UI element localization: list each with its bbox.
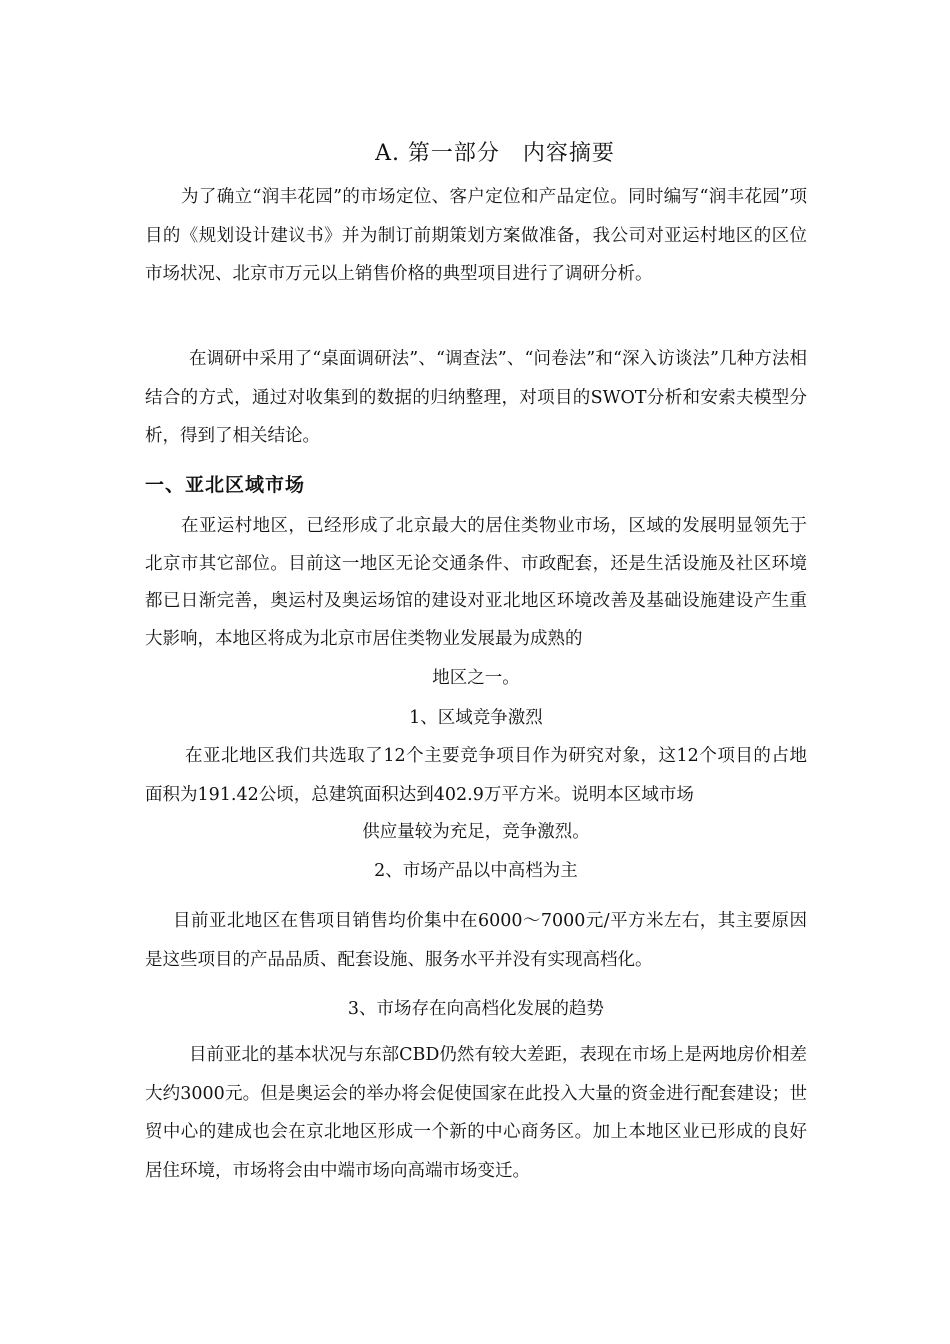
section-1-heading: 一、亚北区域市场 xyxy=(145,474,306,496)
subsection-1-heading: 1、区域竞争激烈 xyxy=(409,708,543,728)
subsection-1-paragraph: 在亚北地区我们共选取了12个主要竞争项目作为研究对象，这12个项目的占地面积为191.42公顷，总建筑面积达到402.9万平方米。说明本区域市场 xyxy=(145,746,807,805)
subsection-2-paragraph: 目前亚北地区在售项目销售均价集中在6000～7000元/平方米左右，其主要原因是这些项目的产品品质、配套设施、服务水平并没有实现高档化。 xyxy=(145,911,807,970)
intro-paragraph-2: 在调研中采用了“桌面调研法”、“调查法”、“问卷法”和“深入访谈法”几种方法相结合的方式，通过对收集到的数据的归纳整理，对项目的SWOT分析和安索夫模型分析，得到了相关结论。 xyxy=(145,349,807,446)
subsection-2-heading: 2、市场产品以中高档为主 xyxy=(374,861,578,881)
intro-paragraph-1: 为了确立“润丰花园”的市场定位、客户定位和产品定位。同时编写“润丰花园”项目的《规划设计建议书》并为制订前期策划方案做准备，我公司对亚运村地区的区位市场状况、北京市万元以上销售价格的典型项目进行了调研分析。 xyxy=(145,187,807,284)
page-title: A. 第一部分 内容摘要 xyxy=(375,141,615,166)
subsection-1-paragraph-end: 供应量较为充足，竞争激烈。 xyxy=(362,822,590,842)
section-1-paragraph-end: 地区之一。 xyxy=(432,668,520,688)
subsection-3-paragraph: 目前亚北的基本状况与东部CBD仍然有较大差距，表现在市场上是两地房价相差大约3000元。但是奥运会的举办将会促使国家在此投入大量的资金进行配套建设；世贸中心的建成也会在京北地区形成一个新的中心商务区。加上本地区业已形成的良好居住环境，市场将会由中端市场向高端市场变迁。 xyxy=(145,1045,807,1181)
section-1-paragraph: 在亚运村地区，已经形成了北京最大的居住类物业市场，区域的发展明显领先于北京市其它部位。目前这一地区无论交通条件、市政配套，还是生活设施及社区环境都已日渐完善，奥运村及奥运场馆的建设对亚北地区环境改善及基础设施建设产生重大影响，本地区将成为北京市居住类物业发展最为成熟的 xyxy=(145,516,807,649)
subsection-3-heading: 3、市场存在向高档化发展的趋势 xyxy=(347,999,605,1019)
